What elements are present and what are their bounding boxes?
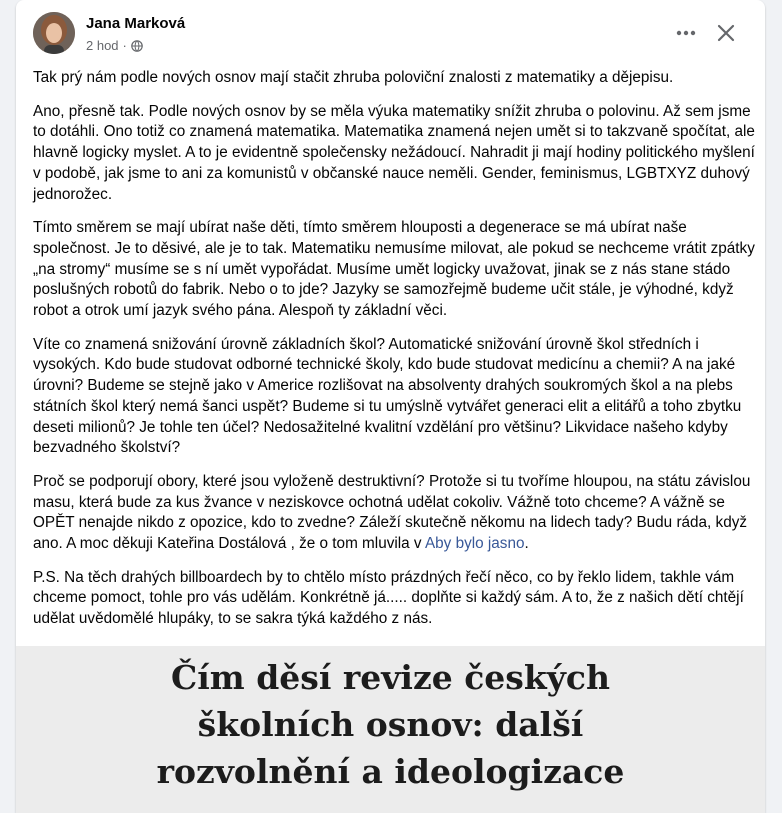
profile-photo-icon xyxy=(33,12,75,54)
preview-title-line: Čím děsí revize českých xyxy=(171,658,610,697)
post-paragraph: Tak prý nám podle nových osnov mají stačit zhruba poloviční znalosti z matematiky a dějepisu. xyxy=(33,69,674,86)
globe-icon[interactable] xyxy=(131,40,143,52)
post-header xyxy=(16,0,765,66)
post-body xyxy=(33,68,755,643)
preview-title-line: rozvolnění a ideologizace xyxy=(156,752,625,791)
post-paragraph: Tímto směrem se mají ubírat naše děti, tímto směrem hlouposti a degenerace se má ubírat naše společnost. Je to děsivé, ale je to tak. Matematiku nemusíme milovat, ale pokud se nechceme vrátit zpátky „na stromy“ musíme se s ní umět vypořádat. Musíme umět logicky uvažovat, jinak se z nás stane stádo poslušných robotů do fabrik. Nebo o to jde? Jazyky se samozřejmě budeme učit stále, je výhodné, když robot a otrok umí jazyk svého pána. Alespoň ty základní věci. xyxy=(33,219,755,320)
link-preview-title[interactable] xyxy=(16,654,765,795)
meta-separator: · xyxy=(122,38,127,53)
post-card xyxy=(16,0,765,813)
mention-link[interactable]: Aby bylo jasno xyxy=(424,535,525,553)
post-paragraph-with-link xyxy=(33,472,755,555)
mention-suffix: . xyxy=(524,535,529,553)
more-options-icon[interactable] xyxy=(671,19,701,47)
post-paragraph: Víte co znamená snižování úrovně základních škol? Automatické snižování úrovně škol středních i vysokých. Kdo bude studovat odborné technické školy, kdo bude studovat medicínu a chemii? A na jaké úrovni? Budeme se stejně jako v Americe rozlišovat na absolventy drahých soukromých škol a na plebs státních škol který nemá šanci uspět? Budeme si tu umýslně vytvářet generaci elit a elitářů a toho zbytku deseti milionů? Je tohle ten účel? Nedosažitelné kvalitní vzdělání pro většinu? Likvidace našeho kdyby bezvadného školství? xyxy=(33,335,742,457)
timestamp[interactable]: 2 hod xyxy=(86,38,119,53)
link-preview[interactable] xyxy=(16,646,765,813)
avatar[interactable] xyxy=(33,12,75,54)
post-paragraph-text: Proč se podporují obory, které jsou vyloženě destruktivní? Protože si tu tvoříme hloupou, na státu závislou masu, která bude za kus žvance v neziskovce ochotná udělat cokoliv. Vážně toto chceme? A vážně se OPĚT nenajde nikdo z opozice, kdo to zvedne? Záleží skutečně někomu na lidech tady? Budu ráda, když ano. A moc děkuji Kateřina Dostálová , že o tom mluvila v xyxy=(33,472,751,553)
post-paragraph: Ano, přesně tak. Podle nových osnov by se měla výuka matematiky snížit zhruba o polovinu. Až sem jsme to dotáhli. Ono totiž co znamená matematika. Matematika znamená nejen umět si to takzvaně spočítat, ale hlavně logicky myslet. A to je evidentně společensky nežádoucí. Nahradit ji mají hodiny politického myšlení v podobě, jak jsme to ani za komunistů v občanské nauce neměli. Gender, feminismus, LGBTXYZ duhový jednorožec. xyxy=(33,102,755,203)
post-paragraph: P.S. Na těch drahých billboardech by to chtělo místo prázdných řečí něco, co by řeklo lidem, takhle vám chceme pomoct, tohle pro vás udělám. Konkrétně já..... doplňte si každý sám. A to, že z našich dětí chtějí udělat uvědomělé hlupáky, to se sakra týká každého z nás. xyxy=(33,568,744,628)
author-name[interactable]: Jana Marková xyxy=(86,15,186,32)
preview-title-line: školních osnov: další xyxy=(197,705,584,744)
post-meta xyxy=(86,38,143,53)
close-icon[interactable] xyxy=(710,17,742,49)
